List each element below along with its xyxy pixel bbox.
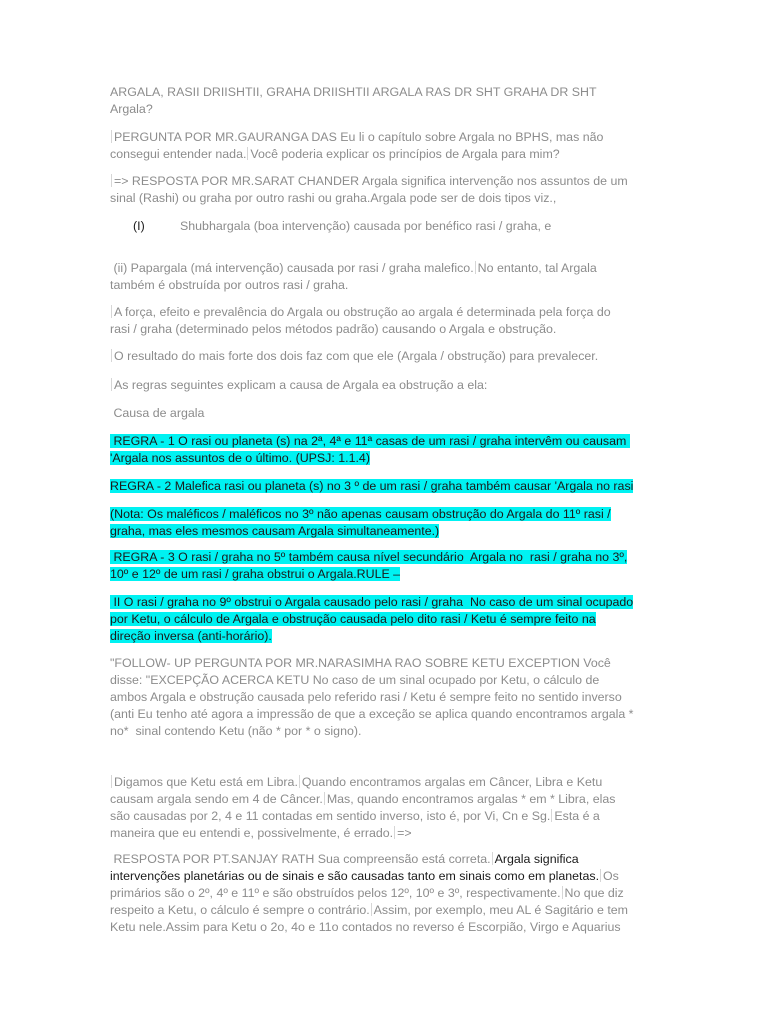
paragraph-forca <box>110 304 658 338</box>
digamos-line-3b: Esta é a <box>554 809 600 823</box>
paragraph-marker <box>492 852 493 865</box>
paragraph-marker <box>394 826 395 839</box>
papargala-line-2: também é obstruída por outros rasi / graha. <box>110 278 349 292</box>
followup-line-1: "FOLLOW- UP PERGUNTA POR MR.NARASIMHA RAO SOBRE KETU EXCEPTION Você <box>110 656 611 670</box>
regra-3b-line-1: II O rasi / graha no 9º obstrui o Argala causado pelo rasi / graha No caso de um sinal ocupado <box>110 595 634 609</box>
digamos-line-2a: causam argala sendo em 4 de Câncer. <box>110 792 323 806</box>
regra-3b-line-2: por Ketu, o cálculo de Argala e obstrução causada pelo dito rasi / Ketu é sempre feito na <box>110 612 596 626</box>
paragraph-resposta-rath <box>110 851 658 936</box>
nota-line-2: graha, mas eles mesmos causam Argala simultaneamente.) <box>110 524 440 538</box>
paragraph-marker <box>371 903 372 916</box>
digamos-line-4b: => <box>397 826 412 840</box>
regra-3-line-2: 10º e 12º de um rasi / graha obstrui o Argala.RULE – <box>110 567 401 581</box>
rath-line-4b: Assim, por exemplo, meu AL é Sagitário e tem <box>373 903 629 917</box>
followup-line-2: disse: "EXCEPÇÃO ACERCA KETU No caso de um sinal ocupado por Ketu, o cálculo de <box>110 673 600 687</box>
regra-1-line-2: 'Argala nos assuntos de o último. (UPSJ: 1.1.4) <box>110 451 370 465</box>
nota-line-1: (Nota: Os maléficos / maléficos no 3º não apenas causam obstrução do Argala do 11º rasi / <box>110 507 611 521</box>
paragraph-marker <box>111 174 112 187</box>
digamos-line-1a: Digamos que Ketu está em Libra. <box>114 775 298 789</box>
regra-2-text: REGRA - 2 Malefica rasi ou planeta (s) no 3 º de um rasi / graha também causar 'Argala no rasi <box>110 479 634 493</box>
rath-line-2a: intervenções planetárias ou de sinais e são causadas tanto em sinais como em planetas. <box>110 869 600 883</box>
paragraph-marker <box>111 130 112 143</box>
highlight-nota <box>110 506 658 540</box>
rath-line-2b: Os <box>603 869 619 883</box>
paragraph-marker <box>111 305 112 318</box>
list-number-i: (I) <box>133 219 145 233</box>
paragraph-marker <box>475 261 476 274</box>
paragraph-marker <box>111 378 112 391</box>
question-line-1: PERGUNTA POR MR.GAURANGA DAS Eu li o capítulo sobre Argala no BPHS, mas não <box>114 130 604 144</box>
paragraph-marker <box>247 147 248 160</box>
followup-line-4: (anti Eu tenho até agora a impressão de que a exceção se aplica quando encontramos argala * <box>110 707 634 721</box>
rath-line-1b: Argala significa <box>494 852 579 866</box>
followup-line-5: no* sinal contendo Ketu (não * por * o signo). <box>110 724 362 738</box>
paragraph-marker <box>551 809 552 822</box>
title-line-2: Argala? <box>110 102 153 116</box>
highlight-regra-1 <box>110 433 658 467</box>
question-line-2a: consegui entender nada. <box>110 147 247 161</box>
paragraph-regras-intro <box>110 377 658 394</box>
regra-3b-line-3: direção inversa (anti-horário). <box>110 629 272 643</box>
rath-line-3a: primários são o 2º, 4º e 11º e são obstruídos pelos 12º, 10º e 3º, respectivamente. <box>110 886 561 900</box>
highlight-regra-3b <box>110 594 658 645</box>
paragraph-marker <box>562 886 563 899</box>
forca-line-2: rasi / graha (determinado pelos métodos padrão) causando o Argala e obstrução. <box>110 322 557 336</box>
paragraph-resultado <box>110 348 658 365</box>
forca-line-1: A força, efeito e prevalência do Argala ou obstrução ao argala é determinada pela força do <box>114 305 611 319</box>
paragraph-marker <box>299 775 300 788</box>
followup-line-3: ambos Argala e obstrução causada pelo referido rasi / Ketu é sempre feito no sentido inverso <box>110 690 622 704</box>
document-title <box>110 84 658 118</box>
highlight-regra-3 <box>110 549 658 583</box>
paragraph-followup <box>110 655 658 740</box>
paragraph-marker <box>324 792 325 805</box>
highlight-regra-2 <box>110 478 658 495</box>
paragraph-marker <box>111 775 112 788</box>
regra-3-line-1: REGRA - 3 O rasi / graha no 5º também causa nível secundário Argala no rasi / graha no 3º, <box>110 550 628 564</box>
digamos-line-4: maneira que eu entendi e, possivelmente, é errado. <box>110 826 394 840</box>
question-gauranga <box>110 129 658 163</box>
rath-line-4a: respeito a Ketu, o cálculo é sempre o contrário. <box>110 903 370 917</box>
paragraph-digamos <box>110 774 658 842</box>
paragraph-marker <box>111 349 112 362</box>
title-line-1: ARGALA, RASII DRIISHTII, GRAHA DRIISHTII ARGALA RAS DR SHT GRAHA DR SHT <box>110 85 597 99</box>
digamos-line-2b: Mas, quando encontramos argalas * em * Libra, elas <box>326 792 616 806</box>
regra-1-line-1: REGRA - 1 O rasi ou planeta (s) na 2ª, 4ª e 11ª casas de um rasi / graha intervêm ou causam <box>110 434 630 448</box>
rath-line-3b: No que diz <box>564 886 624 900</box>
answer-line-1: => RESPOSTA POR MR.SARAT CHANDER Argala significa intervenção nos assuntos de um <box>114 174 628 188</box>
list-item-papargala <box>110 260 658 294</box>
causa-text: Causa de argala <box>110 406 205 420</box>
paragraph-marker <box>600 869 601 882</box>
digamos-line-3a: são causadas por 2, 4 e 11 contadas em sentido inverso, isto é, por Vi, Cn e Sg. <box>110 809 551 823</box>
question-line-2b: Você poderia explicar os princípios de Argala para mim? <box>250 147 560 161</box>
answer-line-2: sinal (Rashi) ou graha por outro rashi ou graha.Argala pode ser de dois tipos viz., <box>110 191 557 205</box>
list-item-shubhargala: Shubhargala (boa intervenção) causada por benéfico rasi / graha, e <box>180 219 552 233</box>
papargala-line-1a: (ii) Papargala (má intervenção) causada por rasi / graha malefico. <box>110 261 474 275</box>
digamos-line-1b: Quando encontramos argalas em Câncer, Libra e Ketu <box>301 775 603 789</box>
rath-line-5: Ketu nele.Assim para Ketu o 2o, 4o e 11o contados no reverso é Escorpião, Virgo e Aquarius <box>110 920 621 934</box>
paragraph-causa <box>110 405 658 422</box>
resultado-text: O resultado do mais forte dos dois faz com que ele (Argala / obstrução) para prevalecer. <box>114 349 599 363</box>
papargala-line-1b: No entanto, tal Argala <box>477 261 597 275</box>
rath-line-1a: RESPOSTA POR PT.SANJAY RATH Sua compreensão está correta. <box>110 852 491 866</box>
answer-sarat <box>110 173 658 207</box>
regras-intro-text: As regras seguintes explicam a causa de Argala ea obstrução a ela: <box>114 378 488 392</box>
